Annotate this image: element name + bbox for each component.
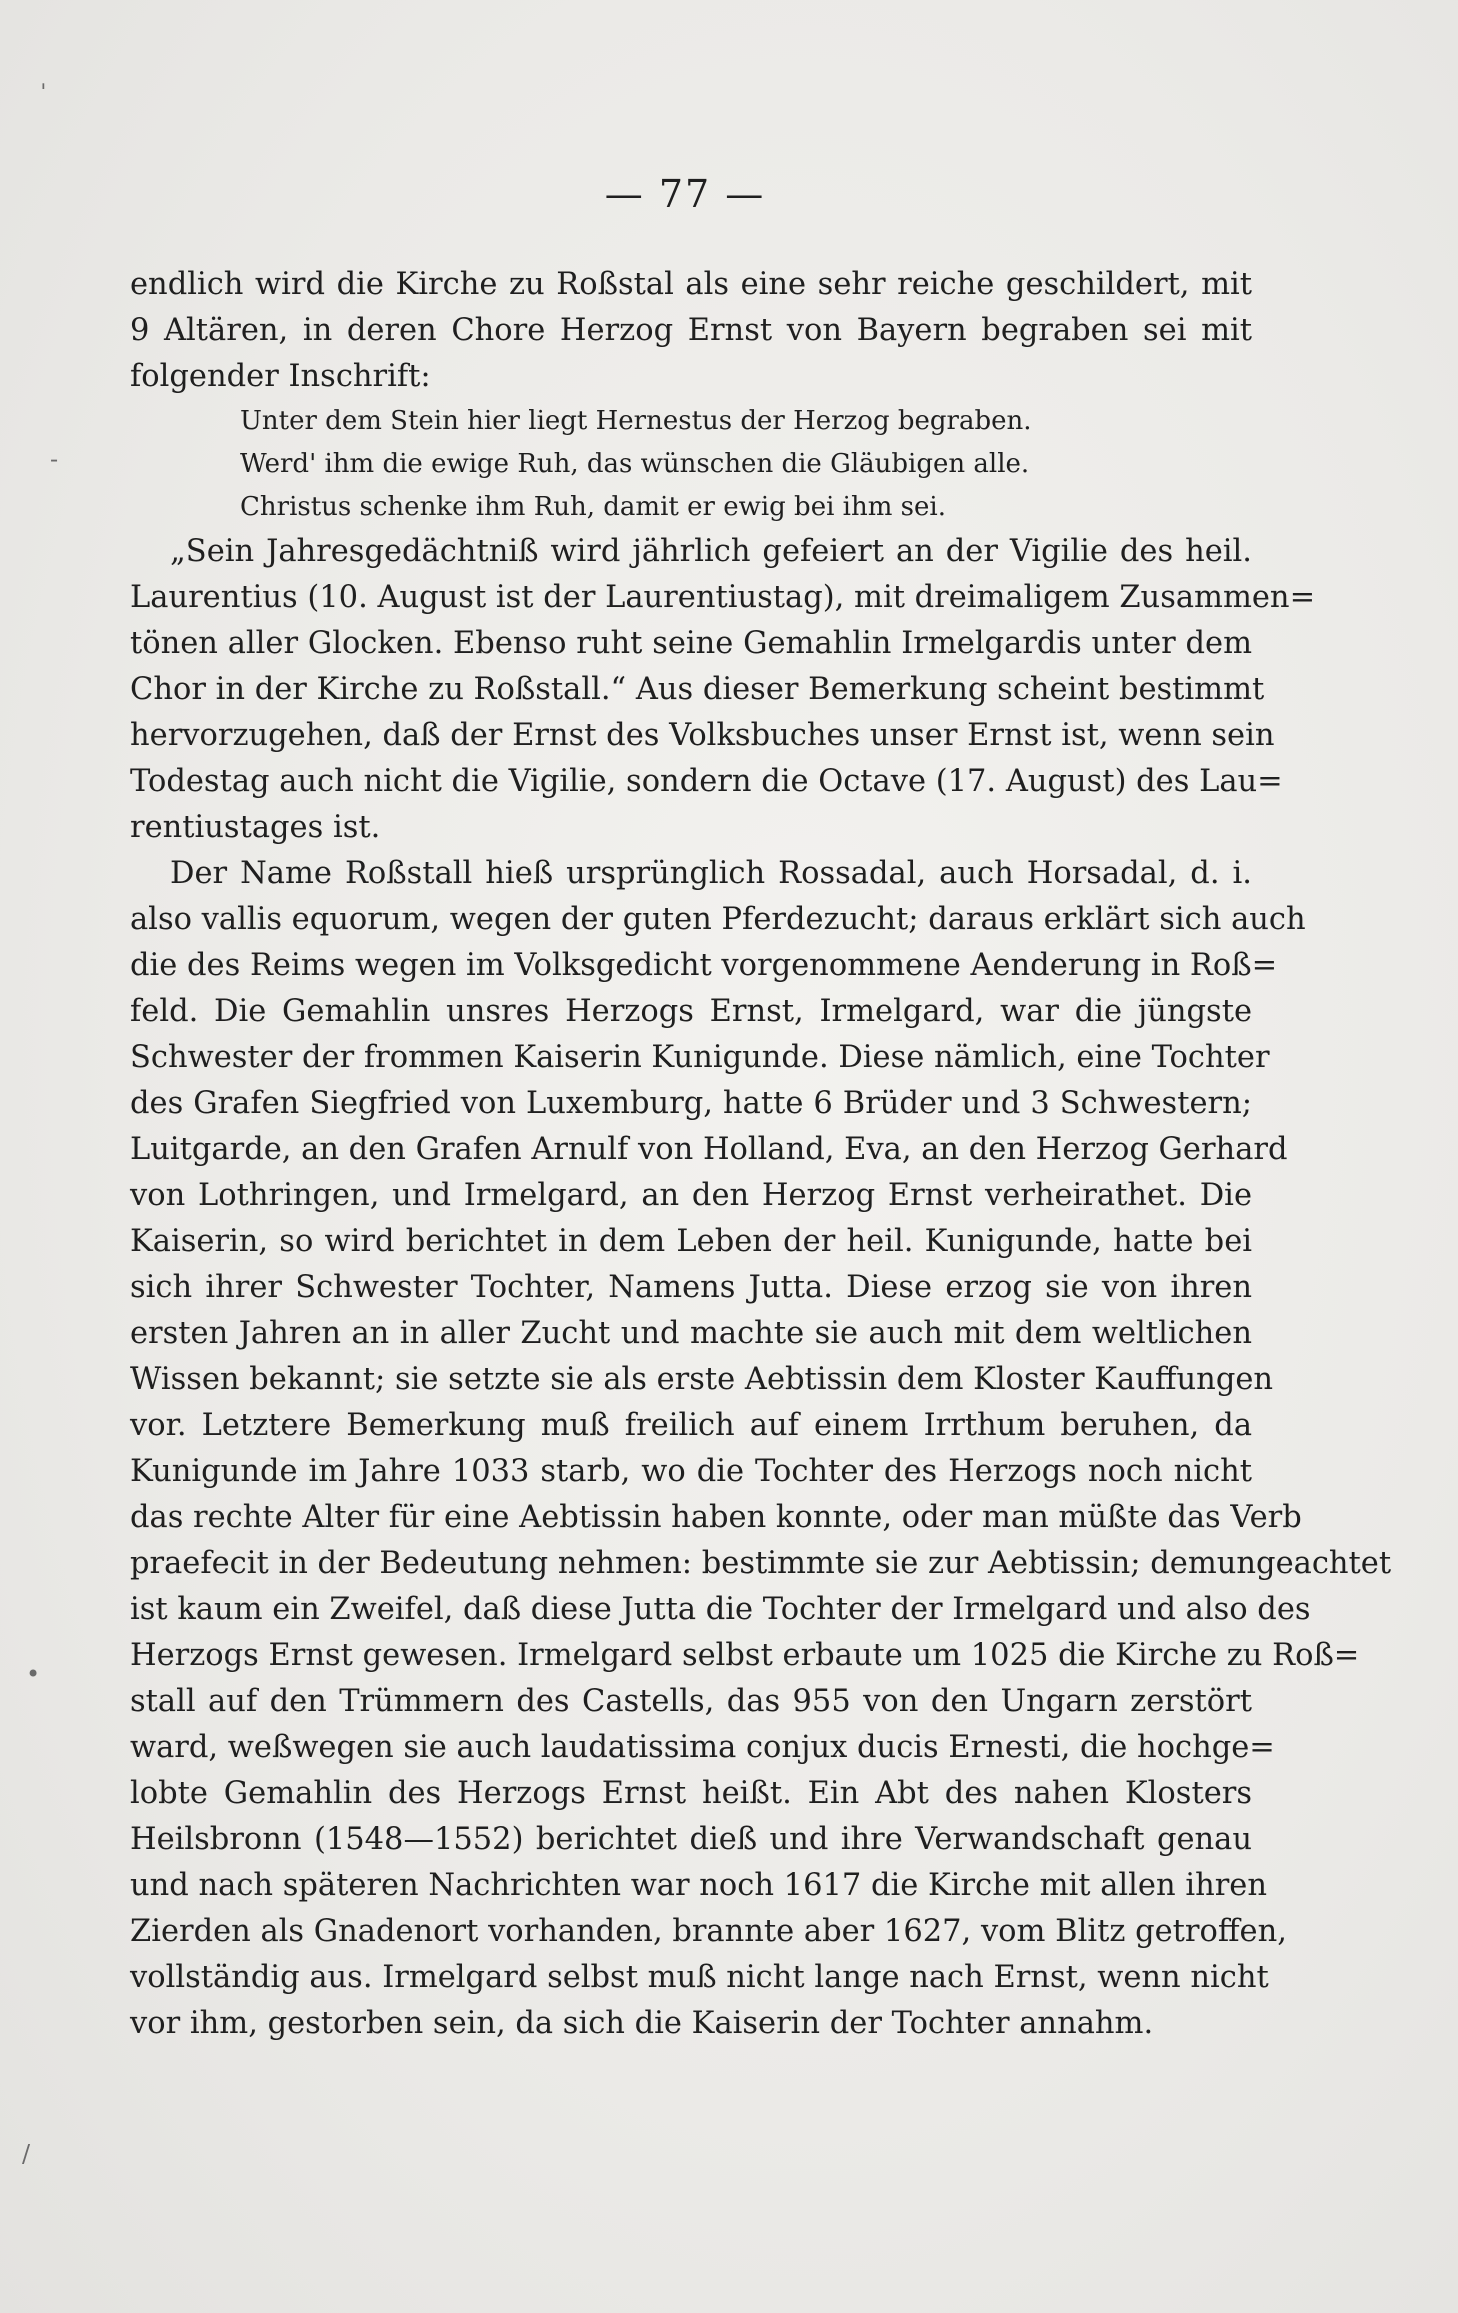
text-line: ist kaum ein Zweifel, daß diese Jutta die Tochter der Irmelgard und also des <box>130 1592 1311 1627</box>
text-line: hervorzugehen, daß der Ernst des Volksbuches unser Ernst ist, wenn sein <box>130 718 1275 753</box>
text-line: Kaiserin, so wird berichtet in dem Leben der heil. Kunigunde, hatte bei <box>130 1224 1252 1259</box>
text-line: Luitgarde, an den Grafen Arnulf von Holland, Eva, an den Herzog Gerhard <box>130 1132 1288 1167</box>
text-line: das rechte Alter für eine Aebtissin haben konnte, oder man müßte das Verb <box>130 1500 1302 1535</box>
text-line: ward, weßwegen sie auch laudatissima conjux ducis Ernesti, die hochge= <box>130 1730 1275 1765</box>
inscription-verse-block <box>130 400 1252 529</box>
text-line: sich ihrer Schwester Tochter, Namens Jutta. Diese erzog sie von ihren <box>130 1270 1252 1305</box>
text-line: Der Name Roßstall hieß ursprünglich Rossadal, auch Horsadal, d. i. <box>170 856 1252 891</box>
text-line: tönen aller Glocken. Ebenso ruht seine Gemahlin Irmelgardis unter dem <box>130 626 1252 661</box>
text-line: Heilsbronn (1548—1552) berichtet dieß und ihre Verwandschaft genau <box>130 1822 1252 1857</box>
text-line: ersten Jahren an in aller Zucht und machte sie auch mit dem weltlichen <box>130 1316 1252 1351</box>
text-line: von Lothringen, und Irmelgard, an den Herzog Ernst verheirathet. Die <box>130 1178 1252 1213</box>
text-line: Chor in der Kirche zu Roßstall.“ Aus dieser Bemerkung scheint bestimmt <box>130 672 1265 707</box>
text-line: stall auf den Trümmern des Castells, das 955 von den Ungarn zerstört <box>130 1684 1252 1719</box>
body-text <box>130 262 1392 2047</box>
text-line: vor ihm, gestorben sein, da sich die Kaiserin der Tochter annahm. <box>130 2006 1154 2041</box>
page-number: — 77 — <box>604 172 766 216</box>
text-line: endlich wird die Kirche zu Roßstal als eine sehr reiche geschildert, mit <box>130 267 1252 302</box>
text-line: vollständig aus. Irmelgard selbst muß nicht lange nach Ernst, wenn nicht <box>130 1960 1269 1995</box>
text-line: Wissen bekannt; sie setzte sie als erste Aebtissin dem Kloster Kauffungen <box>130 1362 1274 1397</box>
scan-speck: ˈ <box>40 80 47 108</box>
text-line: also vallis equorum, wegen der guten Pferdezucht; daraus erklärt sich auch <box>130 902 1306 937</box>
text-line: Todestag auch nicht die Vigilie, sondern die Octave (17. August) des Lau= <box>130 764 1283 799</box>
inscription-verse: Unter dem Stein hier liegt Hernestus der Herzog begraben. <box>240 406 1032 436</box>
text-line: feld. Die Gemahlin unsres Herzogs Ernst, Irmelgard, war die jüngste <box>130 994 1252 1029</box>
text-line: vor. Letztere Bemerkung muß freilich auf einem Irrthum beruhen, da <box>130 1408 1252 1443</box>
text-line: Kunigunde im Jahre 1033 starb, wo die Tochter des Herzogs noch nicht <box>130 1454 1252 1489</box>
text-line: des Grafen Siegfried von Luxemburg, hatte 6 Brüder und 3 Schwestern; <box>130 1086 1252 1121</box>
inscription-verse: Christus schenke ihm Ruh, damit er ewig bei ihm sei. <box>240 492 946 522</box>
text-line: Zierden als Gnadenort vorhanden, brannte aber 1627, vom Blitz getroffen, <box>130 1914 1287 1949</box>
text-line: folgender Inschrift: <box>130 359 431 394</box>
scan-speck: - <box>50 445 59 473</box>
text-line: und nach späteren Nachrichten war noch 1617 die Kirche mit allen ihren <box>130 1868 1267 1903</box>
text-line: Herzogs Ernst gewesen. Irmelgard selbst erbaute um 1025 die Kirche zu Roß= <box>130 1638 1360 1673</box>
text-line: rentiustages ist. <box>130 810 381 845</box>
text-line: 9 Altären, in deren Chore Herzog Ernst von Bayern begraben sei mit <box>130 313 1252 348</box>
inscription-verse: Werd' ihm die ewige Ruh, das wünschen die Gläubigen alle. <box>240 449 1030 479</box>
scan-speck: / <box>22 2140 31 2168</box>
text-line: „Sein Jahresgedächtniß wird jährlich gefeiert an der Vigilie des heil. <box>170 534 1252 569</box>
text-line: die des Reims wegen im Volksgedicht vorgenommene Aenderung in Roß= <box>130 948 1278 983</box>
text-line: lobte Gemahlin des Herzogs Ernst heißt. Ein Abt des nahen Klosters <box>130 1776 1252 1811</box>
scan-speck: • <box>26 1660 41 1688</box>
text-line: praefecit in der Bedeutung nehmen: bestimmte sie zur Aebtissin; demungeachtet <box>130 1546 1392 1581</box>
text-line: Schwester der frommen Kaiserin Kunigunde. Diese nämlich, eine Tochter <box>130 1040 1270 1075</box>
text-line: Laurentius (10. August ist der Laurentiustag), mit dreimaligem Zusammen= <box>130 580 1316 615</box>
